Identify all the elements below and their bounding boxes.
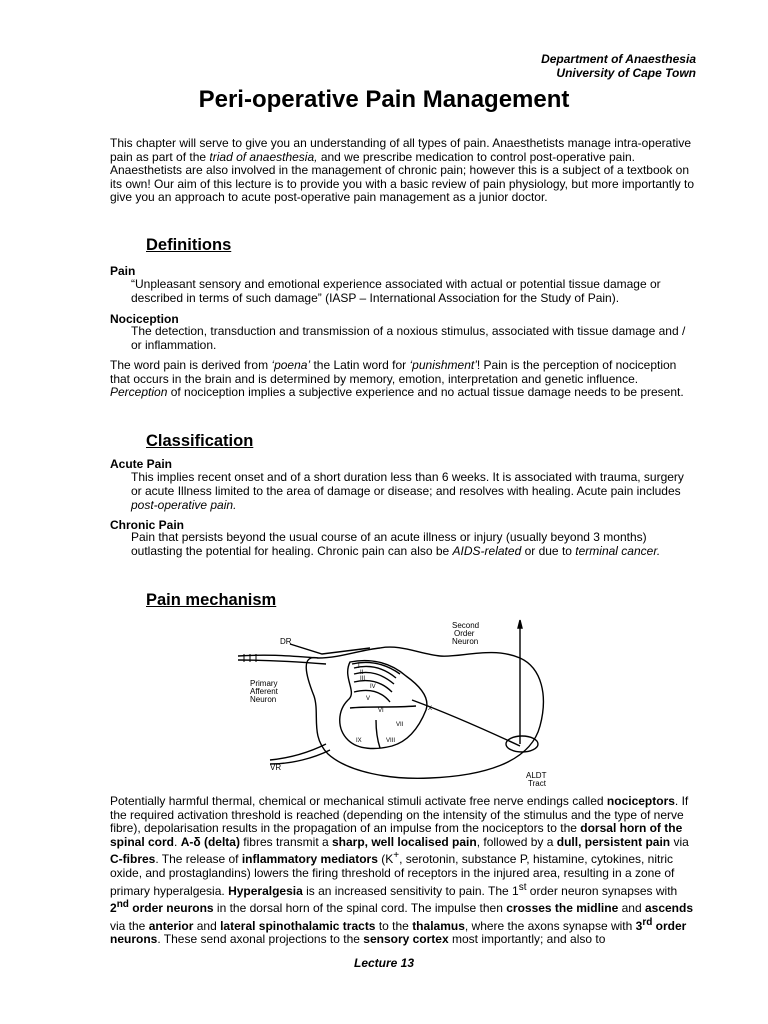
mech-text: to the [375,918,413,933]
mech-sup: st [518,881,527,893]
dorsal-root-line-2 [238,660,326,664]
word-origin-em-2: ‘punishment’ [409,358,477,372]
acute-pain-term: Acute Pain [110,457,173,471]
mech-text: , where the axons synapse with [464,918,636,933]
mech-bold: ascends [644,901,693,916]
ventral-root-2 [270,750,330,764]
mech-bold: A-δ (delta) [180,834,240,849]
word-origin-em-1: ‘poena’ [271,358,311,372]
pain-term: Pain [110,264,136,278]
word-origin-text-2: the Latin word for [310,358,410,372]
classification-heading: Classification [146,432,254,450]
mech-text: , followed by a [476,834,557,849]
intro-text-2: and we prescribe medication to control post-operative pain. Anaesthetists are also involved in the management of chronic pain; however this is a subject of a textbook on its own! Our aim of this lecture is to provide you with a basic review of pain physiology, but more importantly to give you an approach to acute post-operative pain management as a junior doctor. [110,149,695,205]
mech-bold: dorsal horn of the spinal cord [110,821,683,849]
page-title: Peri-operative Pain Management [198,86,570,113]
mech-text: in the dorsal horn of the spinal cord. The impulse then [213,901,507,916]
mech-text: via [670,834,689,849]
pain-definition: “Unpleasant sensory and emotional experience associated with actual or potential tissue damage or described in terms of such damage” (IASP – International Association for the Study of Pain). [131,277,661,305]
mech-bold: order neurons [128,901,214,916]
dr-label: DR [280,637,292,646]
lamina-III: III [360,676,366,682]
nociception-term: Nociception [110,312,179,326]
lamina-X: X [428,706,433,712]
mech-text: . The release of [155,852,242,867]
mech-bold: anterior [148,918,194,933]
mech-text: (K [377,852,394,867]
intro-paragraph [110,137,696,205]
aldt-region [506,736,538,752]
aldt-label-2: Tract [528,779,546,788]
chronic-emphasis-1: AIDS-related [452,543,522,558]
mech-sup: nd [116,899,129,911]
chronic-emphasis-2: terminal cancer. [575,543,661,558]
lamina-II: II [360,670,364,676]
pain-mechanism-heading: Pain mechanism [146,591,277,609]
mech-bold: dull, persistent pain [556,834,671,849]
definitions-heading: Definitions [146,236,232,254]
lamina-IX: IX [356,738,362,744]
mech-sup: + [393,850,400,862]
acute-pain-definition [131,471,696,512]
spinal-cord-diagram [230,614,560,794]
mech-text: Potentially harmful thermal, chemical or mechanical stimuli activate free nerve endings called [110,794,607,808]
mech-bold: lateral spinothalamic tracts [220,918,376,933]
mech-text: order neuron synapses with [526,883,678,898]
primary-afferent-label-2: Afferent [250,687,278,696]
aldt-label-1: ALDT [526,771,547,780]
department-name: Department of Anaesthesia [541,52,696,66]
mech-text: most importantly; and also to [448,932,606,947]
primary-afferent-label-1: Primary [250,679,278,688]
mech-bold: inflammatory mediators [241,852,378,867]
word-origin-text-1: The word pain is derived from [110,358,272,372]
acute-text: This implies recent onset and of a short duration less than 6 weeks. It is associated with trauma, surgery or acute Illness limited to the area of damage or disease; and resolves with healing. Acute pain includes [131,470,684,498]
primary-afferent-label-3: Neuron [250,695,277,704]
vr-label: VR [270,763,282,772]
mech-text: fibres transmit a [239,834,332,849]
chronic-text-1: Pain that persists beyond the usual course of an acute illness or injury (usually beyond 3 months) outlasting the potential for healing. Chronic pain can also be [131,530,647,558]
mech-text: via the [110,918,149,933]
acute-emphasis: post-operative pain. [131,497,237,512]
mech-bold: thalamus [412,918,465,933]
lamina-V: V [366,696,371,702]
word-origin-em-3: Perception [110,385,168,400]
mech-bold: 2 [110,901,117,916]
lamina-vert [376,720,380,748]
lamina-arc-5 [354,690,390,702]
mech-sup: rd [642,916,653,928]
chronic-pain-term: Chronic Pain [110,518,185,532]
mech-bold: sharp, well localised pain [332,834,477,849]
second-order-arrow [518,620,522,628]
mech-bold: order neurons [110,918,687,947]
mechanism-paragraph [110,795,696,947]
mech-text: . [174,834,181,849]
grey-matter [340,661,427,749]
word-origin-text-4: of nociception implies a subjective experience and no actual tissue damage needs to be present. [167,385,684,400]
university-name: University of Cape Town [556,66,696,80]
mech-text: and [618,901,645,916]
lamina-IV: IV [370,684,376,690]
mech-bold: 3 [635,918,643,933]
mech-bold: sensory cortex [363,932,449,947]
page-footer: Lecture 13 [353,956,415,970]
mech-text: , serotonin, substance P, histamine, cytokines, nitric oxide, and prostaglandins) lowers the firing threshold of receptors in the injured area, resulting in a zone of primary hyperalgesia. [110,852,675,898]
department-header [541,52,696,80]
word-origin-text-3: ! Pain is the perception of nociception that occurs in the brain and is determined by memory, emotion, interpretation and genetic influence. [110,358,677,386]
second-order-label-3: Neuron [452,637,479,646]
intro-text-1: This chapter will serve to give you an understanding of all types of pain. Anaesthetists manage intra-operative pain as part of the [110,136,691,164]
word-origin-paragraph [110,359,696,400]
mech-text: and [193,918,221,933]
mech-bold: nociceptors [606,794,675,808]
second-order-label-2: Order [454,629,475,638]
ventral-root [270,744,326,760]
lamina-VI: VI [378,708,384,714]
mech-bold: C-fibres [110,852,156,867]
chronic-text-2: or due to [521,543,576,558]
lamina-I: I [358,664,360,670]
second-order-label-1: Second [452,621,480,630]
lamina-VIII: VIII [386,738,396,744]
nociception-definition: The detection, transduction and transmission of a noxious stimulus, associated with tissue damage and / or inflammation. [131,324,686,352]
lamina-VII: VII [396,722,404,728]
mech-text: is an increased sensitivity to pain. The 1 [302,883,519,898]
mech-text: . These send axonal projections to the [157,932,364,947]
mech-text: . If the required activation threshold is reached (depending on the intensity of the stimulus and the type of nerve fibre), depolarisation results in the propagation of an impulse from the nociceptors to the [110,794,689,836]
mech-bold: Hyperalgesia [228,883,303,898]
chronic-pain-definition [131,531,696,559]
mech-bold: crosses the midline [506,901,619,916]
intro-emphasis: triad of anaesthesia, [209,149,318,164]
